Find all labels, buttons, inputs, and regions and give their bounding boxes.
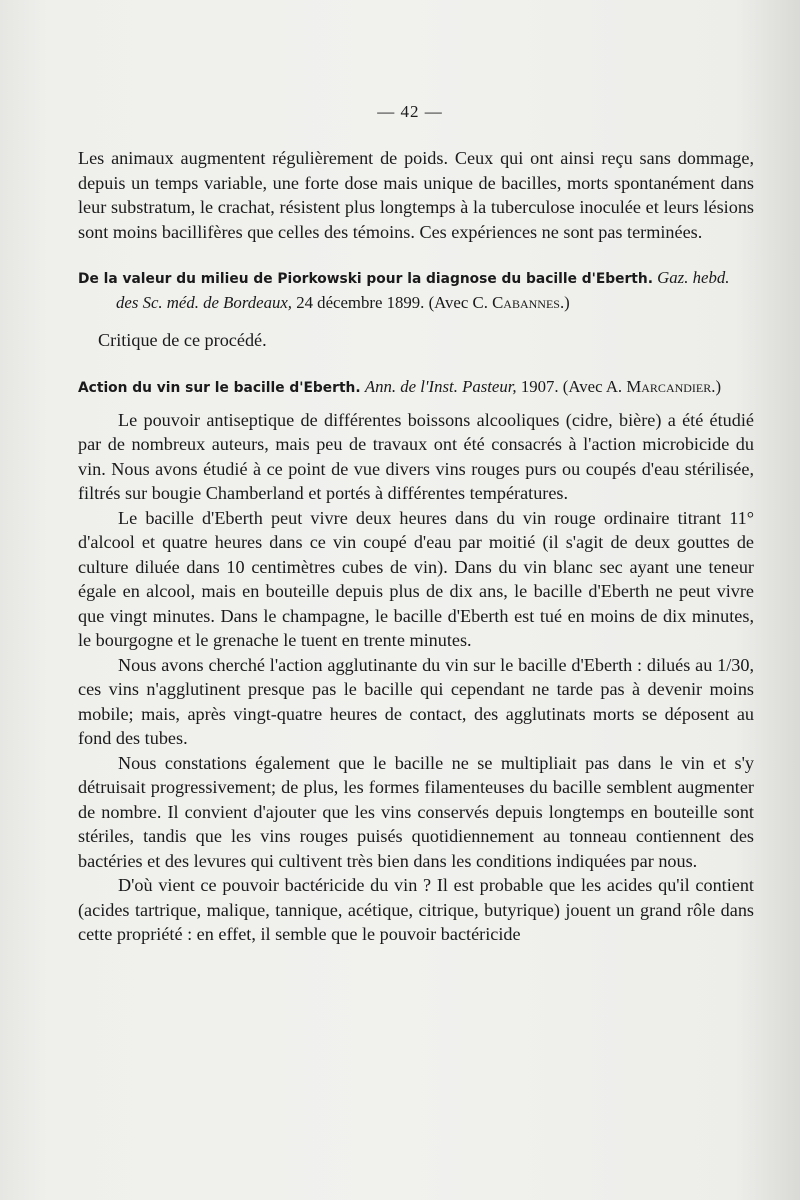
reference-title: Action du vin sur le bacille d'Eberth. <box>78 379 361 396</box>
reference-coauthor-suffix: .) <box>559 293 570 312</box>
reference-coauthor-name: Cabannes <box>492 293 560 312</box>
reference-date: 1907. <box>520 376 559 396</box>
page-content <box>78 146 754 947</box>
body-paragraph: D'où vient ce pouvoir bactéricide du vin ? Il est probable que les acides qu'il contient (acides tartrique, malique, tannique, acétique, citrique, butyrique) jouent un grand rôle dans cette propriété : en effet, il semble que le pouvoir bactéricide <box>78 875 754 944</box>
body-paragraph: Nous avons cherché l'action agglutinante du vin sur le bacille d'Eberth : dilués au 1/30, ces vins n'agglutinent presque pas le bacille qui cependant ne tarde pas à devenir moins mobile; mais, après vingt-quatre heures de contact, des agglutinats morts se déposent au fond des tubes. <box>78 654 754 748</box>
reference-journal: Ann. de l'Inst. Pasteur, <box>364 376 517 396</box>
reference-coauthor-prefix: (Avec A. <box>562 376 623 396</box>
reference-coauthor-suffix: .) <box>711 376 722 396</box>
reference-journal: Gaz. hebd. des Sc. méd. de Bordeaux, <box>116 268 730 312</box>
body-paragraph: Nous constations également que le bacille ne se multipliait pas dans le vin et s'y détruisait progressivement; de plus, les formes filamenteuses du bacille semblent augmenter de nombre. Il convient d'ajouter que les vins conservés depuis longtemps en bouteille sont stériles, tandis que les vins rouges puisés quotidiennement au tonneau contiennent des bactéries et des levures qui cultivent très bien dans les conditions indiquées par nous. <box>78 752 754 871</box>
reference-title: De la valeur du milieu de Piorkowski pour la diagnose du bacille d'Eberth. <box>78 271 653 287</box>
body-paragraph: Le pouvoir antiseptique de différentes boissons alcooliques (cidre, bière) a été étudié par de nombreux auteurs, mais peu de travaux ont été consacrés à l'action microbicide du vin. Nous avons étudié à ce point de vue divers vins rouges purs ou coupés d'eau stérilisée, filtrés sur bougie Chamberland et portés à différentes températures. <box>78 409 754 503</box>
reference-coauthor-name: Marcandier <box>626 376 712 396</box>
reference-note: Critique de ce procédé. <box>98 330 267 350</box>
reference-date: 24 décembre 1899. <box>296 293 425 312</box>
reference-coauthor-prefix: (Avec C. <box>428 293 488 312</box>
reference-piorkowski <box>78 266 754 314</box>
body-paragraph: Le bacille d'Eberth peut vivre deux heures dans du vin rouge ordinaire titrant 11° d'alcool et quatre heures dans ce vin coupé d'eau par moitié (il s'agit de deux gouttes de culture diluée dans 10 centimètres cubes de vin). Dans du vin blanc sec ayant une teneur égale en alcool, mais en bouteille depuis plus de dix ans, le bacille d'Eberth ne peut vivre que vingt minutes. Dans le champagne, le bacille d'Eberth est tué en moins de dix minutes, le bourgogne et le grenache le tuent en trente minutes. <box>78 507 754 650</box>
reference-vin <box>78 375 754 400</box>
page-number: — 42 — <box>377 102 443 121</box>
intro-paragraph: Les animaux augmentent régulièrement de poids. Ceux qui ont ainsi reçu sans dommage, depuis un temps variable, une forte dose mais unique de bacilles, morts spontanément dans leur substratum, le crachat, résistent plus longtemps à la tuberculose inoculée et leurs lésions sont moins bacillifères que celles des témoins. Ces expériences ne sont pas terminées. <box>78 148 754 242</box>
